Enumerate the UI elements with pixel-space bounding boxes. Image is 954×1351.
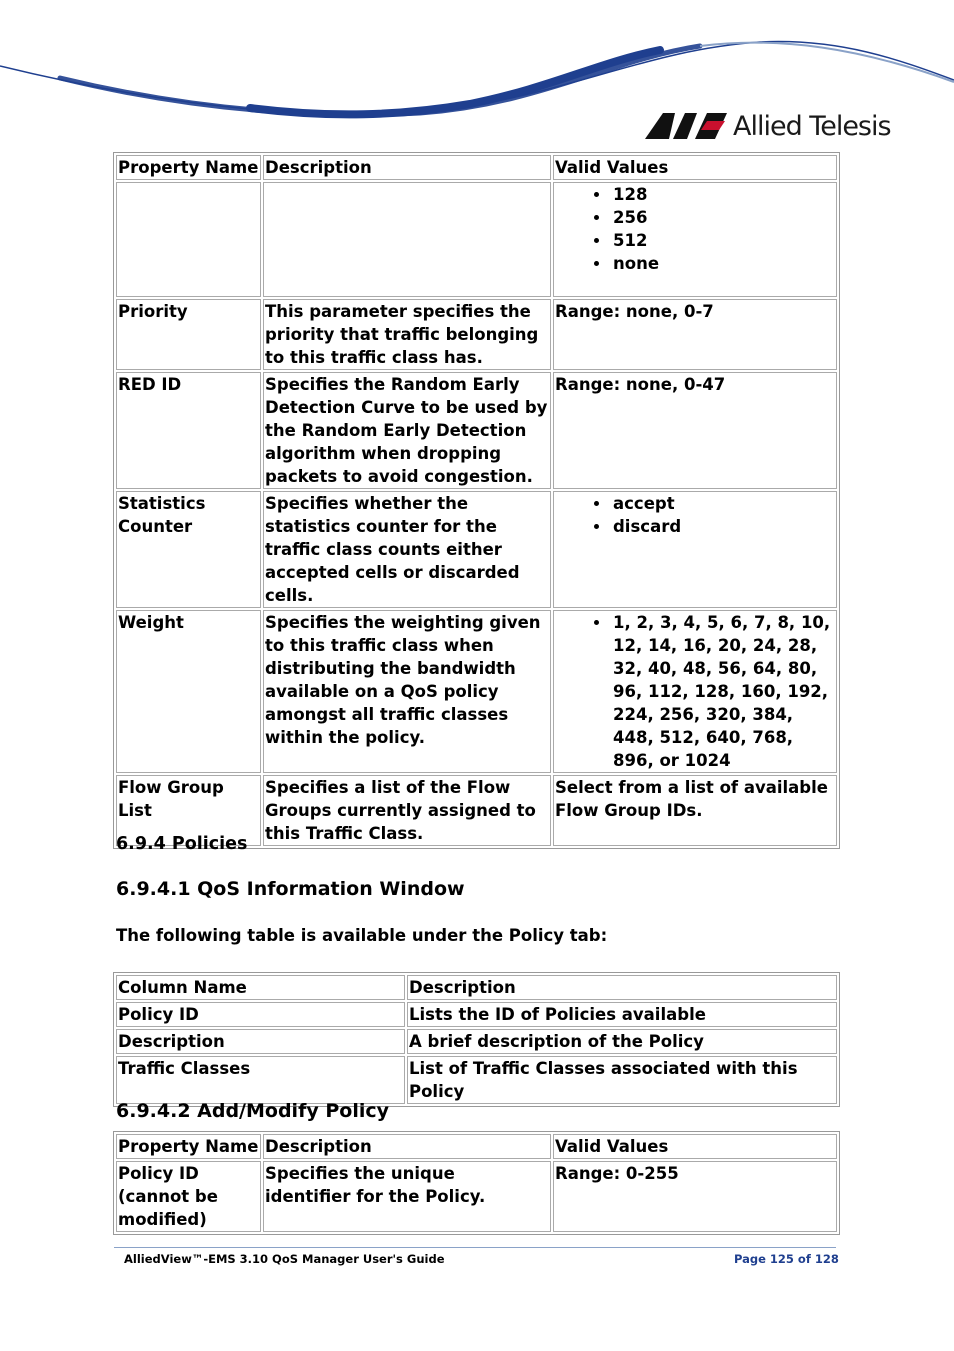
valid-values-list xyxy=(555,611,835,772)
column-name: Policy ID xyxy=(116,1002,405,1027)
property-description: This parameter specifies the priority that traffic belonging to this traffic class has. xyxy=(263,299,551,370)
column-description: List of Traffic Classes associated with this Policy xyxy=(407,1056,837,1104)
header-valid-values: Valid Values xyxy=(553,1134,837,1159)
property-description: Specifies the weighting given to this traffic class when distributing the bandwidth available on a QoS policy amongst all traffic classes within the policy. xyxy=(263,610,551,773)
table-header-row xyxy=(116,1134,837,1159)
footer-document-title: AlliedView™-EMS 3.10 QoS Manager User's Guide xyxy=(124,1252,445,1266)
logo-mark-icon xyxy=(645,113,727,139)
property-name: Policy ID (cannot be modified) xyxy=(116,1161,261,1232)
policy-properties-table xyxy=(113,1131,840,1235)
column-description: A brief description of the Policy xyxy=(407,1029,837,1054)
section-heading-policies: 6.9.4 Policies xyxy=(116,834,248,854)
policy-columns-table xyxy=(113,972,840,1107)
property-description: Specifies the Random Early Detection Curve to be used by the Random Early Detection algorithm when dropping packets to avoid congestion. xyxy=(263,372,551,489)
logo-text: Allied Telesis xyxy=(733,110,891,142)
property-name: Statistics Counter xyxy=(116,491,261,608)
table-row xyxy=(116,1056,837,1104)
valid-values-list xyxy=(555,492,835,538)
table-row xyxy=(116,1161,837,1232)
list-item: • 128 xyxy=(611,183,835,206)
list-item: • discard xyxy=(611,515,835,538)
property-description: Specifies a list of the Flow Groups currently assigned to this Traffic Class. xyxy=(263,775,551,846)
property-values: Range: 0-255 xyxy=(553,1161,837,1232)
allied-telesis-logo xyxy=(645,108,891,144)
column-description: Lists the ID of Policies available xyxy=(407,1002,837,1027)
table-row xyxy=(116,610,837,773)
property-name: Weight xyxy=(116,610,261,773)
table-row xyxy=(116,299,837,370)
table-header-row xyxy=(116,155,837,180)
valid-values-list xyxy=(555,183,835,275)
list-item: • none xyxy=(611,252,835,275)
property-description: Specifies whether the statistics counter for the traffic class counts either accepted cells or discarded cells. xyxy=(263,491,551,608)
table-row xyxy=(116,491,837,608)
header-property-name: Property Name xyxy=(116,1134,261,1159)
property-values: Range: none, 0-47 xyxy=(553,372,837,489)
table-row xyxy=(116,182,837,297)
table-row xyxy=(116,372,837,489)
traffic-class-properties-table xyxy=(113,152,840,849)
table-row xyxy=(116,1029,837,1054)
column-name: Traffic Classes xyxy=(116,1056,405,1104)
intro-text: The following table is available under the Policy tab: xyxy=(116,926,608,945)
section-heading-qos-information-window: 6.9.4.1 QoS Information Window xyxy=(116,878,465,900)
section-heading-add-modify-policy: 6.9.4.2 Add/Modify Policy xyxy=(116,1100,389,1122)
column-name: Description xyxy=(116,1029,405,1054)
property-name: RED ID xyxy=(116,372,261,489)
footer-divider xyxy=(114,1247,836,1248)
header-description: Description xyxy=(263,155,551,180)
header-property-name: Property Name xyxy=(116,155,261,180)
property-name: Priority xyxy=(116,299,261,370)
property-values: Range: none, 0-7 xyxy=(553,299,837,370)
list-item: • 256 xyxy=(611,206,835,229)
list-item: • 1, 2, 3, 4, 5, 6, 7, 8, 10, 12, 14, 16, 20, 24, 28, 32, 40, 48, 56, 64, 80, 96, 112, 128, 160, 192, 224, 256, 320, 384, 448, 512, 640, 768, 896, or 1024 xyxy=(611,611,835,772)
table-header-row xyxy=(116,975,837,1000)
header-column-name: Column Name xyxy=(116,975,405,1000)
header-description: Description xyxy=(263,1134,551,1159)
footer-page-number: Page 125 of 128 xyxy=(734,1252,839,1266)
property-name: Flow Group List xyxy=(116,775,261,846)
list-item: • 512 xyxy=(611,229,835,252)
header-valid-values: Valid Values xyxy=(553,155,837,180)
list-item: • accept xyxy=(611,492,835,515)
property-description: Specifies the unique identifier for the Policy. xyxy=(263,1161,551,1232)
property-values: Select from a list of available Flow Group IDs. xyxy=(553,775,837,846)
table-row xyxy=(116,1002,837,1027)
header-description: Description xyxy=(407,975,837,1000)
